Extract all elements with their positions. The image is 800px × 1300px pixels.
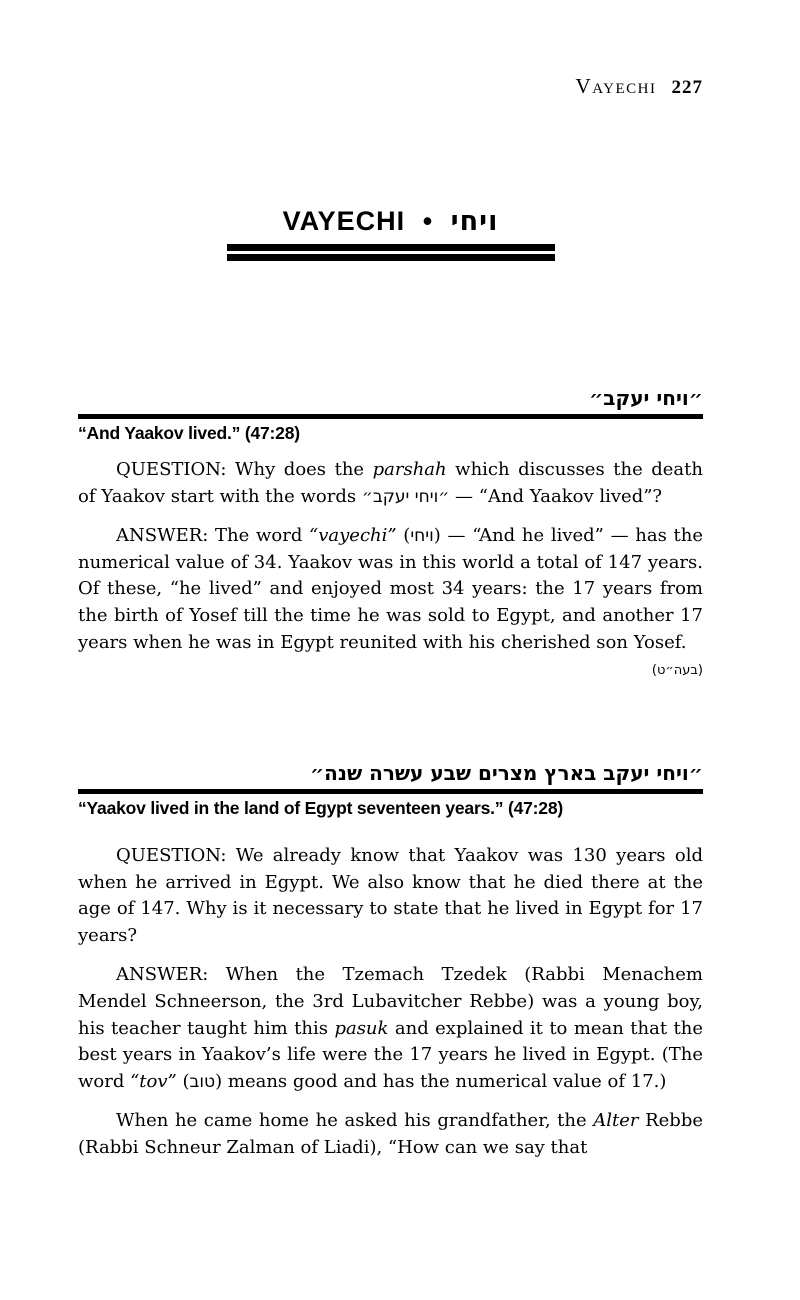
english-verse-heading: “And Yaakov lived.” (47:28) [78,423,300,443]
source-attribution: (בעה״ט) [651,663,703,679]
title-double-rule [227,244,555,261]
title-rule-bottom [227,254,555,261]
commentary-section-2 [78,760,703,1162]
header-section-title: Vayechi [575,74,657,98]
header-page-number: 227 [671,77,703,98]
commentary-section-1 [78,385,703,678]
heading-rule [78,789,703,794]
english-verse-heading: “Yaakov lived in the land of Egypt seventeen years.” (47:28) [78,798,563,818]
continuation-paragraph: When he came home he asked his grandfather, the Alter Rebbe (Rabbi Schneur Zalman of Liadi), “How can we say that [78,1110,704,1158]
title-rule-top [227,244,555,251]
question-paragraph: QUESTION: We already know that Yaakov was 130 years old when he arrived in Egypt. We also know that he died there at the age of 147. Why is it necessary to state that he lived in Egypt for 17 years? [78,845,703,946]
heading-rule [78,414,703,419]
parshah-title-english: VAYECHI [282,206,406,236]
answer-paragraph: ANSWER: When the Tzemach Tzedek (Rabbi Menachem Mendel Schneerson, the 3rd Lubavitcher Rebbe) was a young boy, his teacher taught him this pasuk and explained it to mean that the best years in Yaakov’s life were the 17 years he lived in Egypt. (The word “tov” (טוב) means good and has the numerical value of 17.) [78,964,703,1092]
parshah-title [78,205,703,238]
question-paragraph: QUESTION: Why does the parshah which discusses the death of Yaakov start with the words ״ויחי יעקב״ — “And Yaakov lived”? [78,459,703,507]
hebrew-verse-heading: ״ויחי יעקב״ [589,386,703,410]
parshah-title-hebrew: ויחי [450,206,499,237]
parshah-title-block [78,205,703,261]
running-header [576,74,703,99]
bullet-separator-icon: • [422,206,434,236]
hebrew-verse-heading: ״ויחי יעקב בארץ מצרים שבע עשרה שנה״ [309,761,703,785]
text-column [78,0,703,1300]
answer-paragraph: ANSWER: The word “vayechi” (ויחי) — “And he lived” — has the numerical value of 34. Yaakov was in this world a total of 147 years. Of these, “he lived” and enjoyed most 34 years: the 17 years from the birth of Yosef till the time he was sold to Egypt, and another 17 years when he was in Egypt reunited with his cherished son Yosef. [78,525,703,653]
